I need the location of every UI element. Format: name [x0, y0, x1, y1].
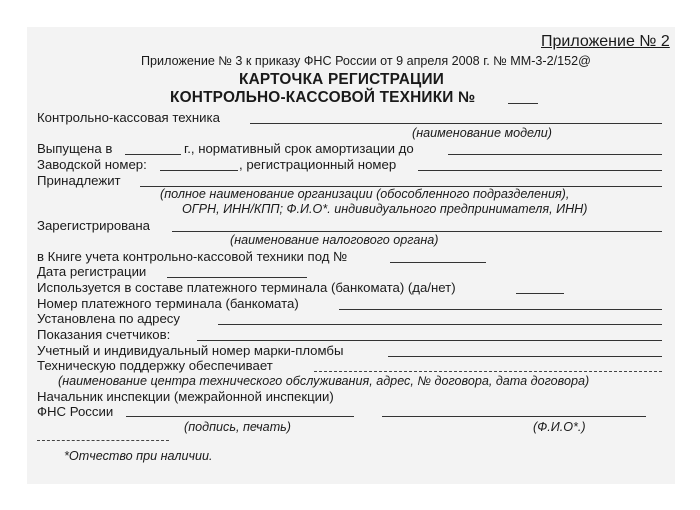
kkt-model-field[interactable]	[250, 123, 662, 124]
book-record-label: в Книге учета контрольно-кассовой техники под №	[37, 249, 348, 264]
chief-label-line2: ФНС России	[37, 404, 114, 419]
full-name-field[interactable]	[382, 416, 646, 417]
registration-date-label: Дата регистрации	[37, 264, 147, 279]
terminal-number-label: Номер платежного терминала (банкомата)	[37, 296, 299, 311]
card-number-field[interactable]	[508, 103, 538, 104]
registration-number-field[interactable]	[418, 170, 662, 171]
payment-terminal-label: Используется в составе платежного терминала (банкомата) (да/нет)	[37, 280, 456, 295]
card-title-line2: КОНТРОЛЬНО-КАССОВОЙ ТЕХНИКИ №	[170, 89, 476, 106]
amortization-label: г., нормативный срок амортизации до	[184, 141, 414, 156]
owner-caption-line1: (полное наименование организации (обособленного подразделения),	[160, 187, 570, 201]
counter-readings-label: Показания счетчиков:	[37, 327, 171, 342]
counter-readings-field[interactable]	[197, 340, 662, 341]
owner-label: Принадлежит	[37, 173, 121, 188]
registration-number-label: , регистрационный номер	[239, 157, 397, 172]
tax-authority-field[interactable]	[172, 231, 662, 232]
full-name-caption: (Ф.И.О*.)	[533, 420, 586, 434]
owner-caption-line2: ОГРН, ИНН/КПП; Ф.И.О*. индивидуального предпринимателя, ИНН)	[182, 202, 588, 216]
seal-number-label: Учетный и индивидуальный номер марки-пломбы	[37, 343, 344, 358]
terminal-number-field[interactable]	[339, 309, 662, 310]
book-record-field[interactable]	[390, 262, 486, 263]
serial-number-field[interactable]	[160, 170, 238, 171]
installation-address-label: Установлена по адресу	[37, 311, 180, 326]
issued-year-field[interactable]	[125, 154, 181, 155]
kkt-model-caption: (наименование модели)	[412, 126, 552, 140]
installation-address-field[interactable]	[218, 324, 662, 325]
issued-label: Выпущена в	[37, 141, 113, 156]
order-reference: Приложение № 3 к приказу ФНС России от 9 апреля 2008 г. № ММ-3-2/152@	[141, 54, 591, 68]
technical-support-label: Техническую поддержку обеспечивает	[37, 358, 273, 373]
footnote-separator	[37, 440, 169, 441]
chief-label-line1: Начальник инспекции (межрайонной инспекции)	[37, 389, 334, 404]
signature-caption: (подпись, печать)	[184, 420, 291, 434]
tax-authority-caption: (наименование налогового органа)	[230, 233, 439, 247]
technical-support-caption: (наименование центра технического обслуживания, адрес, № договора, дата договора)	[58, 374, 590, 388]
kkt-label: Контрольно-кассовая техника	[37, 110, 220, 125]
seal-number-field[interactable]	[388, 356, 662, 357]
appendix-number: Приложение № 2	[541, 33, 670, 50]
registered-label: Зарегистрирована	[37, 218, 150, 233]
payment-terminal-field[interactable]	[516, 293, 564, 294]
amortization-date-field[interactable]	[448, 154, 662, 155]
footnote: *Отчество при наличии.	[64, 449, 213, 463]
serial-number-label: Заводской номер:	[37, 157, 147, 172]
signature-field[interactable]	[126, 416, 354, 417]
registration-date-field[interactable]	[167, 277, 307, 278]
card-title-line1: КАРТОЧКА РЕГИСТРАЦИИ	[239, 71, 445, 88]
technical-support-field[interactable]	[314, 371, 662, 372]
